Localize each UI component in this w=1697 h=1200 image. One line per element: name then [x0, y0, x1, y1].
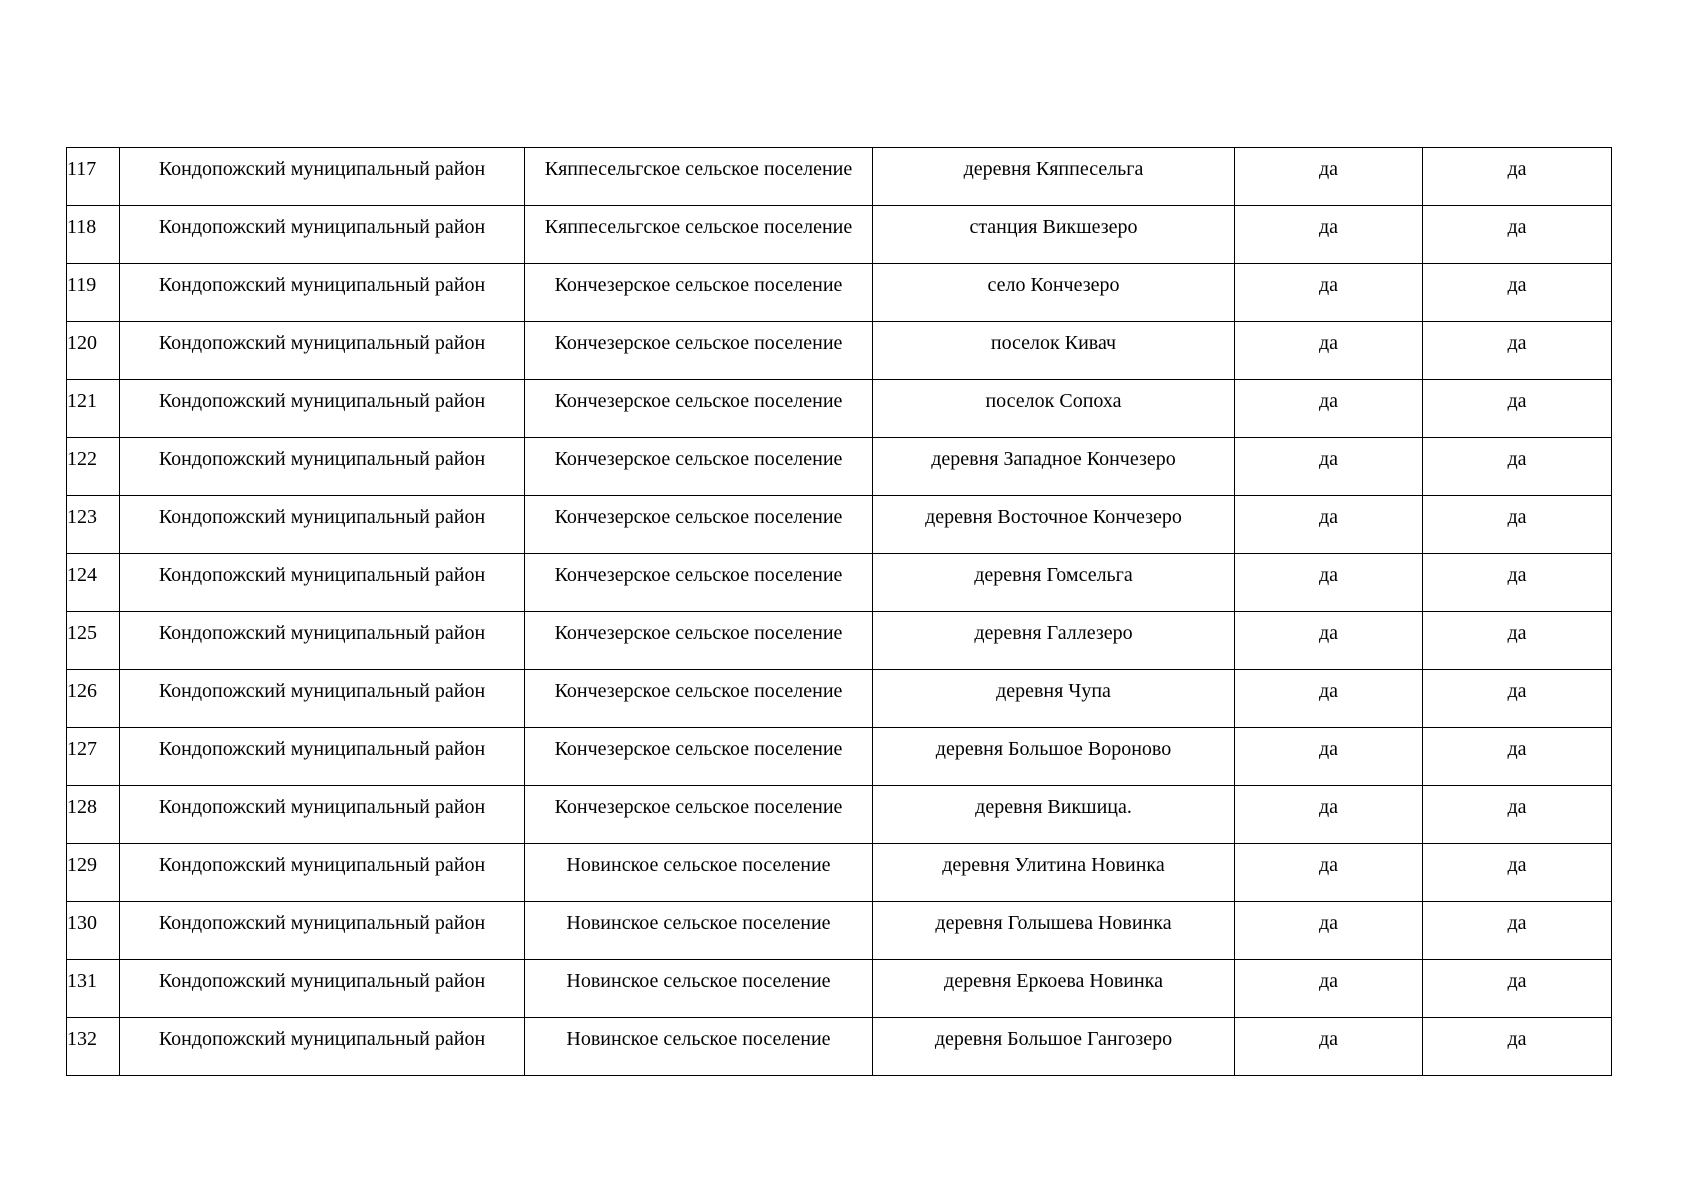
- flag1-cell: да: [1235, 902, 1423, 960]
- settlement-cell: Кяппесельгское сельское поселение: [525, 206, 873, 264]
- locality-cell: деревня Большое Гангозеро: [873, 1018, 1235, 1076]
- locality-cell: деревня Большое Вороново: [873, 728, 1235, 786]
- flag2-cell: да: [1423, 902, 1612, 960]
- row-number: 127: [67, 728, 120, 786]
- flag1-cell: да: [1235, 786, 1423, 844]
- district-cell: Кондопожский муниципальный район: [120, 380, 525, 438]
- flag2-cell: да: [1423, 612, 1612, 670]
- locality-cell: деревня Восточное Кончезеро: [873, 496, 1235, 554]
- row-number: 121: [67, 380, 120, 438]
- row-number: 126: [67, 670, 120, 728]
- table-row: [67, 728, 1612, 786]
- row-number: 124: [67, 554, 120, 612]
- locality-cell: село Кончезеро: [873, 264, 1235, 322]
- flag2-cell: да: [1423, 206, 1612, 264]
- row-number: 132: [67, 1018, 120, 1076]
- settlement-cell: Новинское сельское поселение: [525, 844, 873, 902]
- settlement-cell: Кончезерское сельское поселение: [525, 322, 873, 380]
- district-cell: Кондопожский муниципальный район: [120, 554, 525, 612]
- row-number: 119: [67, 264, 120, 322]
- district-cell: Кондопожский муниципальный район: [120, 844, 525, 902]
- flag2-cell: да: [1423, 438, 1612, 496]
- flag1-cell: да: [1235, 670, 1423, 728]
- settlements-table: [66, 147, 1612, 1076]
- table-row: [67, 148, 1612, 206]
- district-cell: Кондопожский муниципальный район: [120, 902, 525, 960]
- flag1-cell: да: [1235, 264, 1423, 322]
- locality-cell: поселок Сопоха: [873, 380, 1235, 438]
- table-row: [67, 902, 1612, 960]
- district-cell: Кондопожский муниципальный район: [120, 438, 525, 496]
- locality-cell: деревня Западное Кончезеро: [873, 438, 1235, 496]
- flag2-cell: да: [1423, 496, 1612, 554]
- settlement-cell: Кяппесельгское сельское поселение: [525, 148, 873, 206]
- settlement-cell: Кончезерское сельское поселение: [525, 554, 873, 612]
- locality-cell: деревня Голышева Новинка: [873, 902, 1235, 960]
- locality-cell: деревня Викшица.: [873, 786, 1235, 844]
- flag2-cell: да: [1423, 1018, 1612, 1076]
- row-number: 125: [67, 612, 120, 670]
- flag2-cell: да: [1423, 380, 1612, 438]
- district-cell: Кондопожский муниципальный район: [120, 728, 525, 786]
- flag2-cell: да: [1423, 554, 1612, 612]
- table-row: [67, 960, 1612, 1018]
- district-cell: Кондопожский муниципальный район: [120, 496, 525, 554]
- flag1-cell: да: [1235, 206, 1423, 264]
- locality-cell: деревня Галлезеро: [873, 612, 1235, 670]
- flag1-cell: да: [1235, 612, 1423, 670]
- district-cell: Кондопожский муниципальный район: [120, 960, 525, 1018]
- table-row: [67, 1018, 1612, 1076]
- flag1-cell: да: [1235, 322, 1423, 380]
- table-row: [67, 786, 1612, 844]
- locality-cell: деревня Улитина Новинка: [873, 844, 1235, 902]
- row-number: 131: [67, 960, 120, 1018]
- table-row: [67, 554, 1612, 612]
- district-cell: Кондопожский муниципальный район: [120, 206, 525, 264]
- district-cell: Кондопожский муниципальный район: [120, 612, 525, 670]
- locality-cell: деревня Чупа: [873, 670, 1235, 728]
- flag1-cell: да: [1235, 496, 1423, 554]
- settlement-cell: Кончезерское сельское поселение: [525, 264, 873, 322]
- district-cell: Кондопожский муниципальный район: [120, 1018, 525, 1076]
- flag2-cell: да: [1423, 264, 1612, 322]
- flag1-cell: да: [1235, 554, 1423, 612]
- table-row: [67, 438, 1612, 496]
- flag2-cell: да: [1423, 728, 1612, 786]
- settlement-cell: Новинское сельское поселение: [525, 960, 873, 1018]
- locality-cell: деревня Кяппесельга: [873, 148, 1235, 206]
- settlement-cell: Кончезерское сельское поселение: [525, 728, 873, 786]
- table-row: [67, 612, 1612, 670]
- table-row: [67, 670, 1612, 728]
- row-number: 123: [67, 496, 120, 554]
- row-number: 122: [67, 438, 120, 496]
- flag1-cell: да: [1235, 728, 1423, 786]
- table-row: [67, 322, 1612, 380]
- flag2-cell: да: [1423, 322, 1612, 380]
- settlement-cell: Кончезерское сельское поселение: [525, 496, 873, 554]
- row-number: 128: [67, 786, 120, 844]
- table-body: [67, 148, 1612, 1076]
- table-row: [67, 264, 1612, 322]
- flag1-cell: да: [1235, 148, 1423, 206]
- locality-cell: деревня Еркоева Новинка: [873, 960, 1235, 1018]
- flag2-cell: да: [1423, 670, 1612, 728]
- district-cell: Кондопожский муниципальный район: [120, 322, 525, 380]
- settlement-cell: Кончезерское сельское поселение: [525, 438, 873, 496]
- settlement-cell: Кончезерское сельское поселение: [525, 786, 873, 844]
- flag1-cell: да: [1235, 844, 1423, 902]
- flag2-cell: да: [1423, 148, 1612, 206]
- row-number: 117: [67, 148, 120, 206]
- table-row: [67, 380, 1612, 438]
- flag1-cell: да: [1235, 1018, 1423, 1076]
- flag1-cell: да: [1235, 960, 1423, 1018]
- row-number: 120: [67, 322, 120, 380]
- row-number: 129: [67, 844, 120, 902]
- flag1-cell: да: [1235, 438, 1423, 496]
- settlement-cell: Кончезерское сельское поселение: [525, 612, 873, 670]
- settlement-cell: Кончезерское сельское поселение: [525, 670, 873, 728]
- flag2-cell: да: [1423, 786, 1612, 844]
- flag1-cell: да: [1235, 380, 1423, 438]
- settlement-cell: Новинское сельское поселение: [525, 1018, 873, 1076]
- district-cell: Кондопожский муниципальный район: [120, 264, 525, 322]
- table-row: [67, 496, 1612, 554]
- flag2-cell: да: [1423, 960, 1612, 1018]
- table-row: [67, 844, 1612, 902]
- district-cell: Кондопожский муниципальный район: [120, 670, 525, 728]
- settlement-cell: Новинское сельское поселение: [525, 902, 873, 960]
- district-cell: Кондопожский муниципальный район: [120, 786, 525, 844]
- settlement-cell: Кончезерское сельское поселение: [525, 380, 873, 438]
- table-row: [67, 206, 1612, 264]
- locality-cell: станция Викшезеро: [873, 206, 1235, 264]
- row-number: 130: [67, 902, 120, 960]
- flag2-cell: да: [1423, 844, 1612, 902]
- district-cell: Кондопожский муниципальный район: [120, 148, 525, 206]
- locality-cell: поселок Кивач: [873, 322, 1235, 380]
- locality-cell: деревня Гомсельга: [873, 554, 1235, 612]
- row-number: 118: [67, 206, 120, 264]
